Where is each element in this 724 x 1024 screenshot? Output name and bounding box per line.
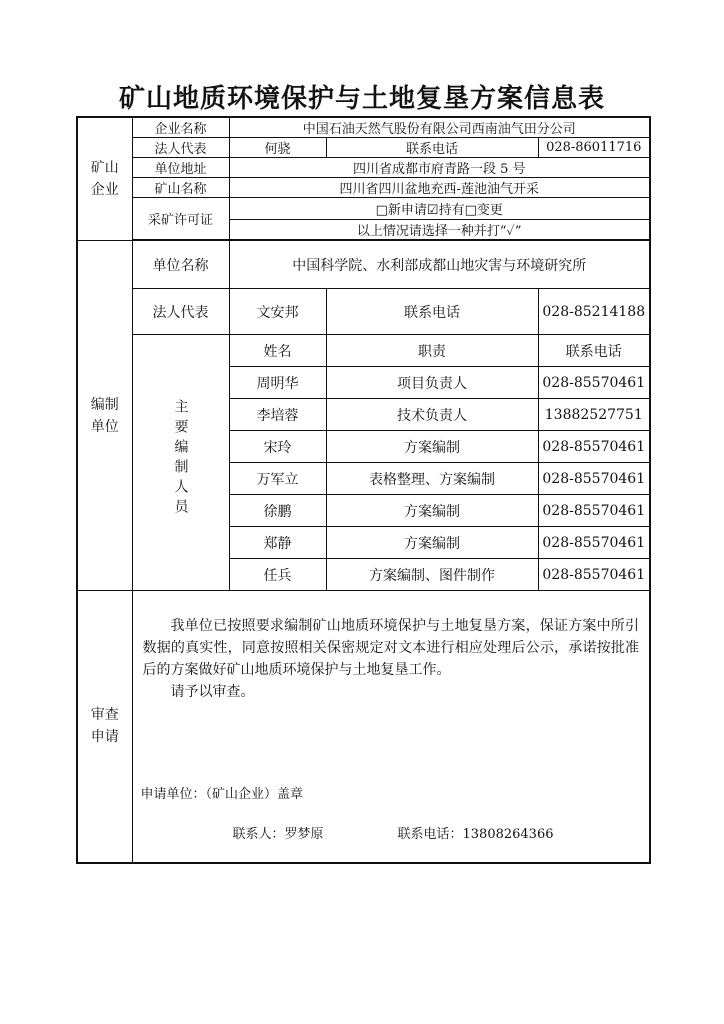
staff-name: 任兵 <box>229 559 326 591</box>
unit-name-value: 中国科学院、水利部成都山地灾害与环境研究所 <box>229 241 650 289</box>
info-table <box>76 116 651 864</box>
mine-enterprise-label-text: 矿山 企业 <box>90 160 119 198</box>
staff-phone: 028-85570461 <box>538 559 650 591</box>
company-name-value: 中国石油天然气股份有限公司西南油气田分公司 <box>229 117 650 138</box>
staff-role: 技术负责人 <box>326 399 538 431</box>
staff-role: 方案编制 <box>326 431 538 463</box>
address-value: 四川省成都市府青路一段 5 号 <box>229 158 650 178</box>
mine-name-value: 四川省四川盆地充西-莲池油气开采 <box>229 178 650 198</box>
contact-phone: 联系电话：13808264366 <box>397 827 554 842</box>
staff-name: 宋玲 <box>229 431 326 463</box>
review-section-label <box>77 591 132 863</box>
staff-header-phone: 联系电话 <box>538 335 650 367</box>
staff-phone: 028-85570461 <box>538 495 650 527</box>
unit-name-label: 单位名称 <box>132 241 229 289</box>
compiler-legal-rep-label: 法人代表 <box>132 289 229 335</box>
staff-phone: 13882527751 <box>538 399 650 431</box>
staff-role: 方案编制、图件制作 <box>326 559 538 591</box>
company-name-label: 企业名称 <box>132 117 229 138</box>
address-label: 单位地址 <box>132 158 229 178</box>
license-label: 采矿许可证 <box>132 198 229 240</box>
staff-section-label <box>132 335 229 591</box>
mine-legal-rep-value: 何骁 <box>229 138 326 158</box>
staff-role: 方案编制 <box>326 527 538 559</box>
staff-phone: 028-85570461 <box>538 431 650 463</box>
contact-person: 联系人：罗梦原 <box>232 827 324 842</box>
mine-enterprise-section-label <box>77 117 132 241</box>
compiler-legal-rep-value: 文安邦 <box>229 289 326 335</box>
review-declaration-cell <box>132 591 650 863</box>
staff-phone: 028-85570461 <box>538 367 650 399</box>
page-title: 矿山地质环境保护与土地复垦方案信息表 <box>118 84 605 114</box>
license-note: 以上情况请选择一种并打“✓” <box>229 220 650 240</box>
license-options: □新申请☑持有□变更 <box>229 198 650 220</box>
compiler-phone-label: 联系电话 <box>326 289 538 335</box>
staff-name: 周明华 <box>229 367 326 399</box>
mine-phone-value: 028-86011716 <box>538 138 650 158</box>
applicant-seal-line: 申请单位：（矿山企业）盖章 <box>140 787 304 802</box>
mine-name-label: 矿山名称 <box>132 178 229 198</box>
staff-header-name: 姓名 <box>229 335 326 367</box>
declaration-text <box>143 615 640 703</box>
declaration-request: 请予以审查。 <box>170 684 255 700</box>
staff-phone: 028-85570461 <box>538 463 650 495</box>
staff-name: 徐鹏 <box>229 495 326 527</box>
staff-label-vertical <box>133 399 229 526</box>
staff-role: 项目负责人 <box>326 367 538 399</box>
compiler-label-text: 编制 单位 <box>90 396 119 435</box>
staff-header-role: 职责 <box>326 335 538 367</box>
mine-phone-label: 联系电话 <box>326 138 538 158</box>
staff-role: 表格整理、方案编制 <box>326 463 538 495</box>
staff-role: 方案编制 <box>326 495 538 527</box>
compiler-section-label <box>77 241 132 591</box>
staff-name: 李培蓉 <box>229 399 326 431</box>
staff-name: 郑静 <box>229 527 326 559</box>
review-label-text: 审查 申请 <box>90 707 119 746</box>
staff-label-text: 主要编制人员 <box>172 399 189 519</box>
staff-name: 万军立 <box>229 463 326 495</box>
compiler-phone-value: 028-85214188 <box>538 289 650 335</box>
mine-legal-rep-label: 法人代表 <box>132 138 229 158</box>
staff-phone: 028-85570461 <box>538 527 650 559</box>
declaration-paragraph: 我单位已按照要求编制矿山地质环境保护与土地复垦方案，保证方案中所引数据的真实性，同意按照相关保密规定对文本进行相应处理后公示，承诺按批准后的方案做好矿山地质环境保护与土地复垦工作。 <box>142 618 640 678</box>
